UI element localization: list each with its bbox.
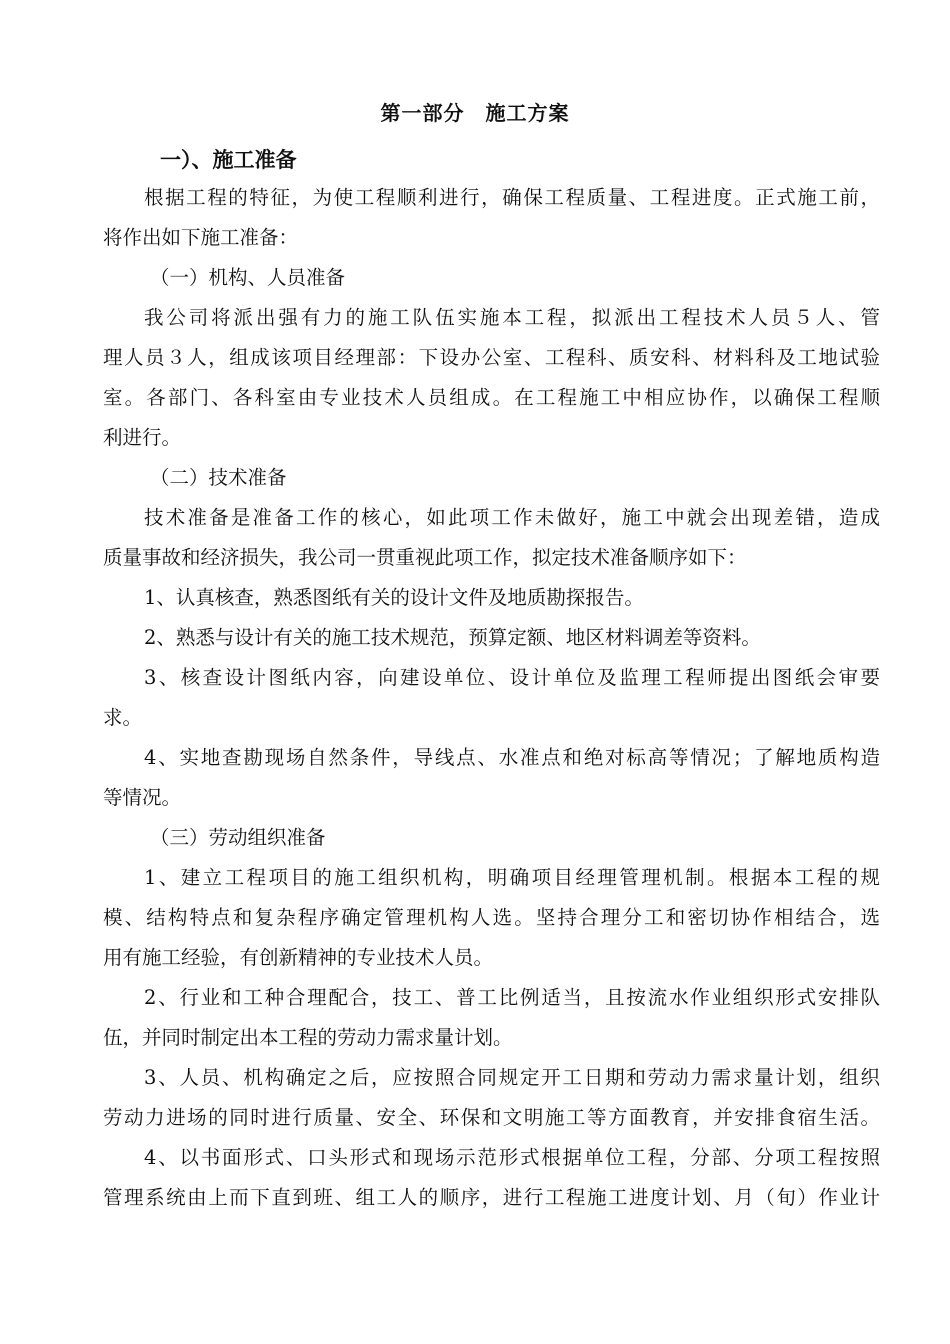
paragraph-line: 利进行。: [103, 426, 182, 449]
paragraph-line: 劳动力进场的同时进行质量、安全、环保和文明施工等方面教育，并安排食宿生活。: [103, 1106, 880, 1129]
subsection-heading: （二）技术准备: [150, 466, 287, 489]
paragraph-line: 模、结构特点和复杂程序确定管理机构人选。坚持合理分工和密切协作相结合，选: [103, 906, 880, 929]
subsection-heading: （一）机构、人员准备: [150, 266, 346, 289]
section-heading: 一）、施工准备: [160, 147, 297, 172]
paragraph-line: 室。各部门、各科室由专业技术人员组成。在工程施工中相应协作，以确保工程顺: [103, 386, 880, 409]
document-title: 第一部分 施工方案: [380, 101, 570, 125]
list-item: 3、核查设计图纸内容，向建设单位、设计单位及监理工程师提出图纸会审要: [144, 666, 880, 689]
list-item: 1、建立工程项目的施工组织机构，明确项目经理管理机制。根据本工程的规: [144, 866, 880, 889]
list-item: 4、实地查勘现场自然条件，导线点、水准点和绝对标高等情况；了解地质构造: [144, 746, 880, 769]
paragraph-line: 技术准备是准备工作的核心，如此项工作未做好，施工中就会出现差错，造成: [144, 506, 880, 529]
paragraph-line: 等情况。: [103, 786, 182, 809]
paragraph-line: 根据工程的特征，为使工程顺利进行，确保工程质量、工程进度。正式施工前，: [144, 186, 880, 209]
paragraph-line: 伍，并同时制定出本工程的劳动力需求量计划。: [103, 1026, 513, 1049]
paragraph-line: 理人员３人，组成该项目经理部：下设办公室、工程科、质安科、材料科及工地试验: [103, 346, 880, 369]
paragraph-line: 将作出如下施工准备：: [103, 226, 299, 249]
paragraph-line: 用有施工经验，有创新精神的专业技术人员。: [103, 946, 494, 969]
paragraph-line: 求。: [103, 706, 143, 729]
paragraph-line: 管理系统由上而下直到班、组工人的顺序，进行工程施工进度计划、月（旬）作业计: [103, 1186, 880, 1209]
list-item: 3、人员、机构确定之后，应按照合同规定开工日期和劳动力需求量计划，组织: [144, 1066, 880, 1089]
list-item: 2、熟悉与设计有关的施工技术规范，预算定额、地区材料调差等资料。: [144, 626, 761, 649]
paragraph-line: 质量事故和经济损失，我公司一贯重视此项工作，拟定技术准备顺序如下：: [103, 546, 747, 569]
list-item: 4、以书面形式、口头形式和现场示范形式根据单位工程，分部、分项工程按照: [144, 1146, 880, 1169]
subsection-heading: （三）劳动组织准备: [150, 826, 326, 849]
paragraph-line: 我公司将派出强有力的施工队伍实施本工程，拟派出工程技术人员５人、管: [144, 306, 880, 329]
list-item: 2、行业和工种合理配合，技工、普工比例适当，且按流水作业组织形式安排队: [144, 986, 880, 1009]
list-item: 1、认真核查，熟悉图纸有关的设计文件及地质勘探报告。: [144, 586, 644, 609]
